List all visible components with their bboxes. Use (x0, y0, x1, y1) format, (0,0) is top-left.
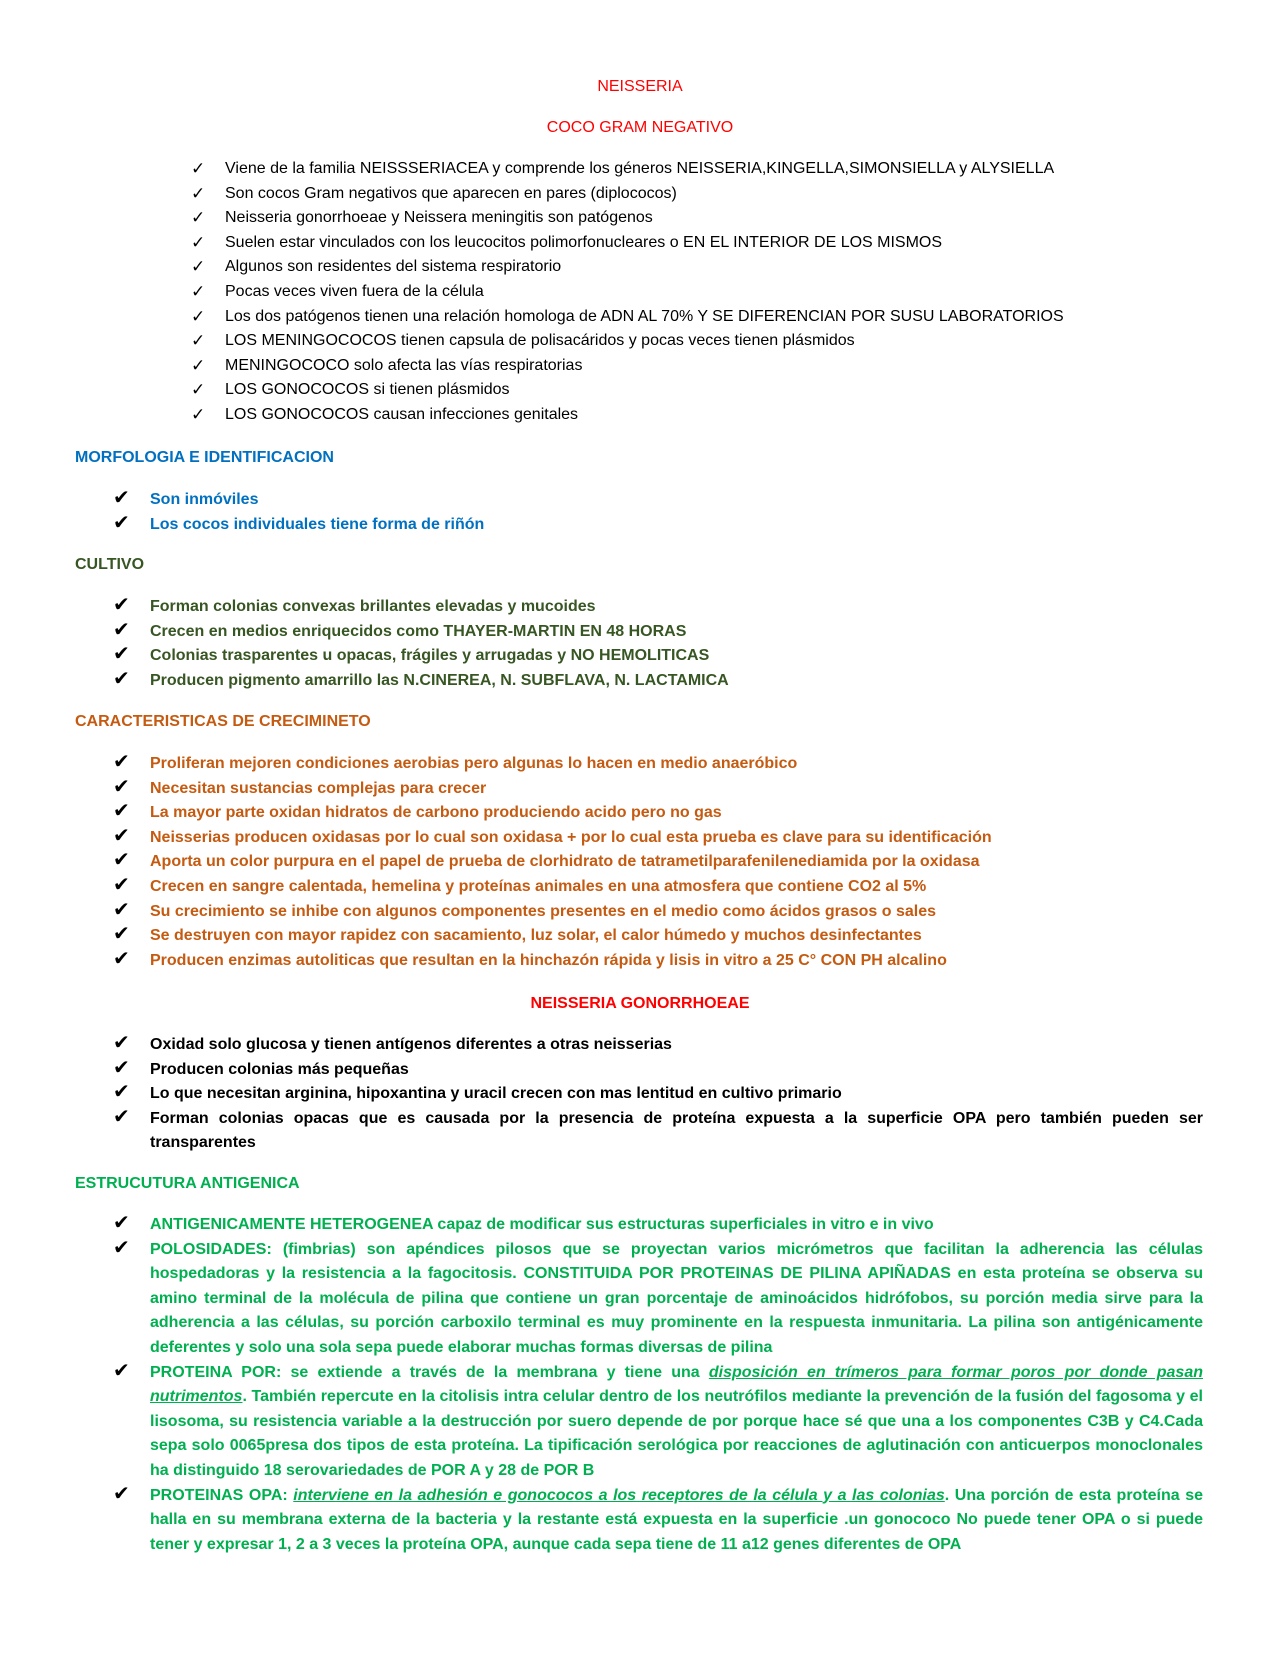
list-item: ✔ Forman colonias convexas brillantes elevadas y mucoides (113, 594, 596, 616)
checkmark-icon: ✓ (191, 331, 206, 351)
list-item: ✔ Su crecimiento se inhibe con algunos componentes presentes en el medio como ácidos grasos o sales (113, 898, 937, 921)
section-heading-crecimiento: CARACTERISTICAS DE CRECIMINETO (75, 713, 371, 730)
list-item: ✔ Lo que necesitan arginina, hipoxantina y uracil crecen con mas lentitud en cultivo primario (113, 1081, 842, 1104)
list-item: ✔ Forman colonias opacas que es causada por la presencia de proteína expuesta a la superficie OPA pero también pueden ser transparentes (113, 1105, 1203, 1152)
section-heading-antigenica: ESTRUCUTURA ANTIGENICA (75, 1175, 300, 1192)
gonorrhoeae-list (113, 1033, 1203, 1156)
checkmark-icon: ✔ (113, 898, 130, 921)
list-item: ✔ Colonias trasparentes u opacas, frágiles y arrugadas y NO HEMOLITICAS (113, 643, 710, 666)
checkmark-icon: ✔ (113, 1032, 130, 1054)
checkmark-icon: ✔ (113, 800, 130, 823)
checkmark-icon: ✔ (113, 775, 130, 798)
checkmark-icon: ✓ (191, 404, 206, 424)
list-item: ✔ Oxidad solo glucosa y tienen antígenos diferentes a otras neisserias (113, 1032, 672, 1054)
checkmark-icon: ✔ (113, 1081, 130, 1104)
checkmark-icon: ✓ (191, 281, 206, 301)
checkmark-icon: ✓ (191, 306, 206, 326)
list-item: ✔ La mayor parte oxidan hidratos de carbono produciendo acido pero no gas (113, 800, 722, 823)
section-heading-morfologia: MORFOLOGIA E IDENTIFICACION (75, 449, 334, 466)
checkmark-icon: ✓ (191, 232, 206, 252)
checkmark-icon: ✔ (113, 594, 130, 616)
checkmark-icon: ✔ (113, 1056, 130, 1079)
checkmark-icon: ✔ (113, 947, 130, 970)
list-item: ✔ ANTIGENICAMENTE HETEROGENEA capaz de modificar sus estructuras superficiales in vitro e in vivo (113, 1212, 934, 1234)
list-item: ✔ Los cocos individuales tiene forma de riñón (113, 511, 485, 534)
checkmark-icon: ✔ (113, 511, 130, 534)
list-item: ✓ Viene de la familia NEISSSERIACEA y comprende los géneros NEISSERIA,KINGELLA,SIMONSIELLA y ALYSIELLA (191, 157, 1231, 182)
page-title: NEISSERIA (597, 78, 683, 95)
checkmark-icon: ✔ (113, 1212, 130, 1234)
list-item: ✓ MENINGOCOCO solo afecta las vías respiratorias (191, 354, 1231, 379)
checkmark-icon: ✓ (191, 380, 206, 400)
emphasized-text: disposición en trímeros para formar poros por donde pasan nutrimentos (150, 1363, 1203, 1406)
checkmark-icon: ✓ (191, 208, 206, 228)
list-item: ✓ Neisseria gonorrhoeae y Neissera meningitis son patógenos (191, 206, 1231, 231)
morfologia-list (113, 488, 1203, 537)
checkmark-icon: ✔ (113, 1236, 130, 1259)
checkmark-icon: ✓ (191, 257, 206, 277)
list-item: ✔ Se destruyen con mayor rapidez con sacamiento, luz solar, el calor húmedo y muchos desinfectantes (113, 923, 922, 946)
list-item: ✔ Producen enzimas autoliticas que resultan en la hinchazón rápida y lisis in vitro a 25 C° CON PH alcalino (113, 947, 947, 970)
list-item: ✔ Producen pigmento amarrillo las N.CINEREA, N. SUBFLAVA, N. LACTAMICA (113, 667, 729, 690)
checkmark-icon: ✔ (113, 667, 130, 690)
list-item: ✔ Aporta un color purpura en el papel de prueba de clorhidrato de tatrametilparafenilenediamida por la oxidasa (113, 849, 980, 872)
checkmark-icon: ✓ (191, 355, 206, 375)
list-item: ✓ Pocas veces viven fuera de la célula (191, 280, 1231, 305)
section-heading-cultivo: CULTIVO (75, 556, 145, 573)
checkmark-icon: ✔ (113, 487, 130, 509)
antigenica-list (113, 1213, 1203, 1557)
list-item: ✔ Producen colonias más pequeñas (113, 1056, 409, 1079)
list-item: ✓ LOS GONOCOCOS si tienen plásmidos (191, 378, 1231, 403)
list-item: ✔ Neisserias producen oxidasas por lo cual son oxidasa + por lo cual esta prueba es clave para su identificación (113, 824, 992, 847)
checkmark-icon: ✓ (191, 183, 206, 203)
checkmark-icon: ✔ (113, 751, 130, 773)
checkmark-icon: ✔ (113, 618, 130, 641)
checkmark-icon: ✔ (113, 1482, 130, 1505)
list-item: ✔ PROTEINA POR: se extiende a través de la membrana y tiene una disposición en trímeros para formar poros por donde pasan nutrimentos. También repercute en la citolisis intra celular dentro de los neutrófilos mediante la prevención de la fusión del fagosoma y el lisosoma, su resistencia variable a la destrucción por suero depende de por porque hace sé que una a los componentes C3B y C4.Cada sepa solo 0065presa dos tipos de esta proteína. La tipificación serológica por reacciones de aglutinación con anticuerpos monoclonales ha distinguido 18 serovariedades de POR A y 28 de POR B (113, 1359, 1203, 1479)
cultivo-list (113, 595, 1203, 693)
checkmark-icon: ✔ (113, 923, 130, 946)
list-item: ✔ PROTEINAS OPA: interviene en la adhesión e gonococos a los receptores de la célula y a las colonias. Una porción de esta proteína se halla en su membrana externa de la bacteria y la restante está expuesta en la superficie .un gonococo No puede tener OPA o si puede tener y expresar 1, 2 a 3 veces la proteína OPA, aunque cada sepa tiene de 11 a12 genes diferentes de OPA (113, 1482, 1204, 1553)
list-item: ✓ Son cocos Gram negativos que aparecen en pares (diplococos) (191, 182, 1231, 207)
checkmark-icon: ✔ (113, 643, 130, 666)
checkmark-icon: ✔ (113, 873, 130, 896)
intro-list (191, 157, 1231, 428)
page-subtitle: COCO GRAM NEGATIVO (546, 119, 734, 136)
emphasized-text: interviene en la adhesión e gonococos a los receptores de la célula y a las colonias (293, 1486, 945, 1504)
section-heading-gonorrhoeae: NEISSERIA GONORRHOEAE (530, 995, 750, 1012)
list-item: ✔ Crecen en sangre calentada, hemelina y proteínas animales en una atmosfera que contiene CO2 al 5% (113, 873, 927, 896)
list-item: ✓ LOS GONOCOCOS causan infecciones genitales (191, 403, 1231, 428)
list-item: ✔ POLOSIDADES: (fimbrias) son apéndices pilosos que se proyectan varios micrómetros que facilitan la adherencia las células hospedadoras y la resistencia a la fagocitosis. CONSTITUIDA POR PROTEINAS DE PILINA APIÑADAS en esta proteína se observa su amino terminal de la molécula de pilina que contiene un gran porcentaje de aminoácidos hidrófobos, su porción media sirve para la adherencia a las células, su porción carboxilo terminal es muy prominente en la respuesta inmunitaria. La pilina son antigénicamente deferentes y solo una sola sepa puede elaborar muchas formas diversas de pilina (113, 1236, 1203, 1356)
crecimiento-list (113, 752, 1203, 973)
list-item: ✔ Necesitan sustancias complejas para crecer (113, 775, 487, 798)
list-item: ✓ LOS MENINGOCOCOS tienen capsula de polisacáridos y pocas veces tienen plásmidos (191, 329, 1231, 354)
list-item: ✓ Los dos patógenos tienen una relación homologa de ADN AL 70% Y SE DIFERENCIAN POR SUSU LABORATORIOS (191, 305, 1231, 330)
list-item: ✔ Son inmóviles (113, 487, 259, 509)
checkmark-icon: ✔ (113, 1105, 130, 1128)
list-item: ✓ Suelen estar vinculados con los leucocitos polimorfonucleares o EN EL INTERIOR DE LOS MISMOS (191, 231, 1231, 256)
checkmark-icon: ✔ (113, 824, 130, 847)
checkmark-icon: ✔ (113, 1359, 130, 1382)
list-item: ✔ Crecen en medios enriquecidos como THAYER-MARTIN EN 48 HORAS (113, 618, 687, 641)
list-item: ✔ Proliferan mejoren condiciones aerobias pero algunas lo hacen en medio anaeróbico (113, 751, 798, 773)
checkmark-icon: ✔ (113, 849, 130, 872)
checkmark-icon: ✓ (191, 159, 206, 178)
list-item: ✓ Algunos son residentes del sistema respiratorio (191, 255, 1231, 280)
